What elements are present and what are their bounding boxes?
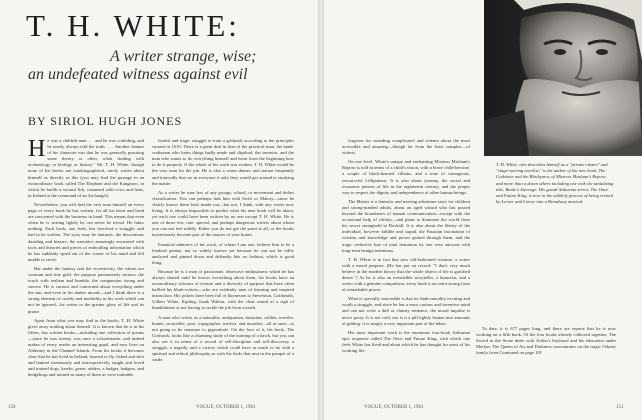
author-portrait-photo <box>484 0 642 156</box>
right-column-1 <box>342 138 470 396</box>
paragraph: e was a childish man . . . and he was confiding, and he nearly always told the truth. . . . Another feature of his character was that he was generally pursuing some theory or other, often dealing with archaeology or biology or history." Mr. T. H. White, though none of his books are autobiographical, rarely writes about himself as directly as this (you may find the passage in an extraordinary book called The Elephant and the Kangaroo, in which he builds a second Ark, crammed with cows and hens, in Ireland at the command of an Archangel). <box>28 138 144 198</box>
page-number-right: 151 <box>616 405 624 410</box>
paragraph: The Master is a fantastic and moving adventure story for children and strong-minded adults, about an aged wizard who has passed beyond the boundaries of human communication—except with the occasional help of whisky—and plans to dominate the world from his secret stronghold in Rockall. It is also about the liberty of the individual, however fallible and stupid, the Faustian fascination of wisdom and knowledge and power gained through them, and the tragic seductive lure of total dominion by one wise autocrat with long-term benign intentions. <box>342 198 470 253</box>
right-page <box>324 0 642 420</box>
article-title: T. H. WHITE: <box>26 8 240 43</box>
page-number-left: 150 <box>8 405 16 410</box>
portrait-photo-icon <box>484 0 642 156</box>
paragraph: But under the fantasy and the eccentricity, the values are constant and true gold, the purpose passionately serious, the touch with realism and humble, the compassion strong and sincere. He is curious and concerned about everything under the sun, and even in his darker moods—and I think there is a strong element of cruelty and morbidity in his work which can not be ignored—he writes to the greater glory of life and its praise. <box>28 265 144 314</box>
paragraph: His most important work is the enormous four-book Arthurian epic sequence called The Once and Future King, with which one feels White has lived and about which he has thought for most of his working life. <box>342 329 470 353</box>
folio-date-right: VOGUE, OCTOBER 1, 1961 <box>364 405 424 410</box>
left-page <box>0 0 318 420</box>
article-subtitle-line-2: an undefeated witness against evil <box>28 66 248 83</box>
drop-cap: H <box>28 138 46 162</box>
paragraph: fearful and tragic struggle to train a goshawk according to the principles current in 1619. There is a great deal in him of the practical man, the hand-craftsman who hates things badly made and slipshod, the inventor, and the man who wants to do everything himself and learn from the beginning how to do it properly. If the whole of his work was written, T. H. White would be the very man for the job. He is also a warm dinner, and station frequently and ironically that we in everyone it only they would get around to studying the matter. <box>152 138 294 186</box>
paragraph: forgiven for sounding complicated and solemn about the most accessible and amazing—though far from the least complex—of writers. <box>342 138 470 156</box>
folio-date-left: VOGUE, OCTOBER 1, 1961 <box>196 405 256 410</box>
article-subtitle-line-1: A writer strange, wise; <box>110 48 257 65</box>
photo-caption: T. H. White, who describes himself as a "private citizen" and "stage-snoring novelist," is the author of the new book, The Godstone and the Blackymor, of Mistress Masham's Repose, and more than a dozen others including one with the tantalizing title, Burke's Steerage. His grand Arthurian series, The Once and Future King, is now in the unlikely process of being revised by Lerner and Loewe into a Broadway musical. <box>496 162 614 205</box>
paragraph: Fanatical admirers of his work, of whom I am one, believe him to be a freakish genius, not so widely known yet because he can not be tidily analyzed and pinned down and defiantly hits no fashion, which is good thing. <box>152 241 294 265</box>
paragraph: To date, it is 677 pages long, and there are reports that he is now working on a fifth book. Of the four books already collected together, The Sword in the Stone deals with Arthur's boyhood and his education under Merlyn; The Queen of Air and Darkness concentrates on the tragic Orkney family from Continued on page 181 <box>476 326 616 356</box>
paragraph: T. H. White is in fact that now old-fashioned creature, a writer with a moral purpose. (He has put on record: "I don't very much believe in the modern theory that the whole object of life is gratified desire.") As he is also an irresistible storyteller, a humorist, and a writer with a genuine compulsion, every book is an extra-strong form of remarkable power. <box>342 256 470 293</box>
paragraph: A man who writes as a naturalist, antiquarian, historian, soldier, traveler, hunter, storyteller, poet, topographer, teacher, and moralist—all at once—is not going to be someone to pigeonhole. On the face of it, his book, The Goshawk, looks like a charming study of the training of a hawk, but you can also see it in terms of a record of self-discipline and self-discovery, a struggle, a tragedy, and a victory which could have as much to do with a spiritual and ethical philosophy as with the birds that nest in the parapet of a castle. <box>152 314 294 363</box>
paragraph: Apart from what you may find in the books, T. H. White gives away nothing about himself. It is known that he is in his fifties, has written books—including one collection of poems—since he was twenty, was once a schoolmaster, and indeed makes of every reader an interesting pupil, and now lives on Alderney in the Channel Islands. From his books it becomes clear that he has lived in Ireland, learned to fly, fished and shot and hunted strenuously and introspectively, taught and loved and trained dogs, hawks, geese, adders, a badger, badgers, and hedgehogs and trained as many of them as were trainable. <box>28 317 144 378</box>
paragraph: On one level, White's unique and enchanting Mistress Masham's Repose is told in terms of a child's vision, with a brave child-heroine, a couple of black-hearted villains, and a tone of courageous, resourceful Lilliputians. It is also about tyranny, the social and economic pattern of life in the eighteenth century, and the proper way to respect the dignity and independence of other human beings. <box>342 159 470 195</box>
paragraph: Because he is a man of passionate, obsessive enthusiasms which he has always chased until he knows everything about them, his books have an extraordinary richness of texture and a diversity of purpose that have often baffled his blurb-writers—who are evidently men of learning and inspired instruction. His jackets have been full of likenesses to Stevenson, Goldsmith, Gilbert White, Kipling, Izaak Walton, with the clear sound of a sigh of thankfulness at not having to tackle the job from scratch. <box>152 268 294 311</box>
left-column-1 <box>28 138 144 396</box>
article-byline: BY SIRIOL HUGH JONES <box>28 114 183 128</box>
left-column-2 <box>152 138 294 396</box>
paragraph: As a writer he runs few of any groups, school, or movement and defies classification. You can perhaps link him with Swift or Malory—since he clearly knows them both inside out—but not, I think, with any writer now living. It is always impossible to predict what his next book will be about, yet each one could have been written by no one except T. H. White. He is one of those few, rare, special, and perhaps dangerous writers about whom you can not feel mildly. Either you do not get the point at all, or the books mysteriously become part of the narrow of your bones. <box>152 189 294 238</box>
paragraph: What is specially noticeable is that he finds morality exciting and worth a struggle, and since he has a most curious and inventive mind and can not write a dull or clumsy sentence, the moral impulse is never prosy. It is not cold, nor is it a pill lightly beaten into amounts of gilding: it is simply a very important part of the fabric. <box>342 296 470 326</box>
paragraph: Nevertheless, you will find the very man himself on every page of every book he has written, for all his heart and head are concerned with the business in hand. This means that even when he is writing lightly he can never be trivial. He fakes nothing. Each book, one feels, has involved a struggle, and had to be written. The story may be fantastic, the decorations dazzling and bizarre, the narrative amazingly encrusted with facts and theories and pieces of enthralling information which he has suddenly spied out of the corner of his mind and felt unable to resist. <box>28 201 144 262</box>
